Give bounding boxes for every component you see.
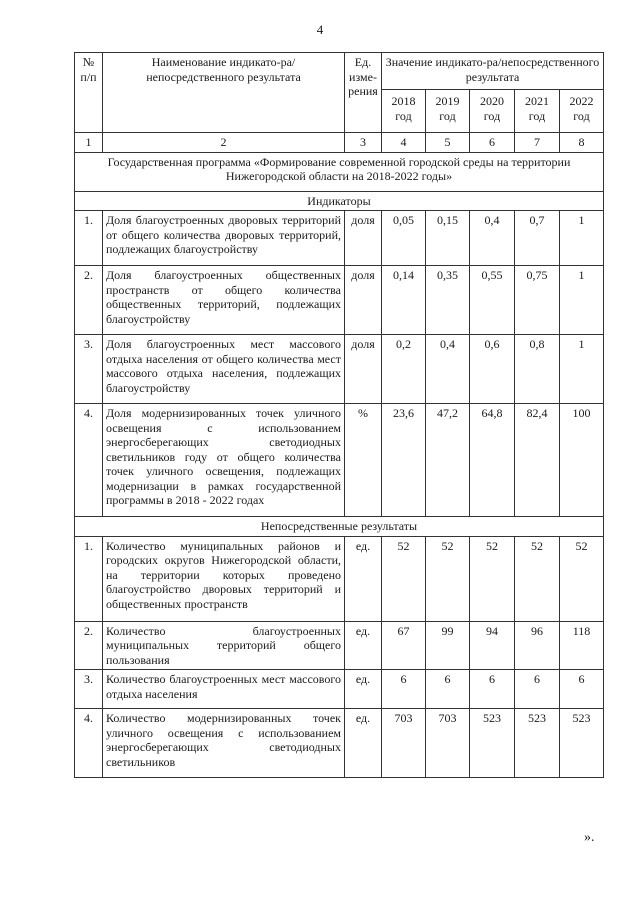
table-row	[75, 709, 604, 778]
header-year-2022: 2022 год	[560, 90, 604, 133]
row-value-2022: 523	[560, 709, 604, 778]
row-name: Количество модернизированных точек уличного освещения с использованием энергосберегающих светодиодных светильников	[103, 709, 345, 778]
column-index: 3	[345, 133, 382, 153]
row-value-2020: 0,55	[470, 266, 515, 335]
column-index: 5	[426, 133, 470, 153]
table-row	[75, 266, 604, 335]
header-num: № п/п	[75, 53, 103, 133]
page-number: 4	[316, 22, 324, 37]
header-year-2020: 2020 год	[470, 90, 515, 133]
row-value-2021: 52	[515, 536, 560, 621]
row-num: 3.	[75, 670, 103, 709]
program-title-row	[75, 152, 604, 191]
row-num: 2.	[75, 266, 103, 335]
row-value-2019: 0,35	[426, 266, 470, 335]
header-value: Значение индикато-ра/непосредственного результата	[382, 53, 604, 90]
section-title-results: Непосредственные результаты	[75, 517, 604, 537]
row-value-2018: 6	[382, 670, 426, 709]
header-year-2021: 2021 год	[515, 90, 560, 133]
row-value-2018: 0,05	[382, 211, 426, 266]
row-name: Количество муниципальных районов и городских округов Нижегородской области, на территории которых проведено благоустройство дворовых территорий и общественных пространств	[103, 536, 345, 621]
row-value-2022: 118	[560, 621, 604, 670]
row-value-2019: 47,2	[426, 404, 470, 517]
row-name: Количество благоустроенных мест массового отдыха населения	[103, 670, 345, 709]
row-value-2022: 100	[560, 404, 604, 517]
row-value-2018: 0,2	[382, 335, 426, 404]
table-row	[75, 404, 604, 517]
row-value-2020: 64,8	[470, 404, 515, 517]
column-index: 2	[103, 133, 345, 153]
section-header-row	[75, 191, 604, 211]
row-value-2022: 6	[560, 670, 604, 709]
row-value-2018: 703	[382, 709, 426, 778]
closing-quote-mark: ».	[584, 830, 595, 845]
row-value-2018: 52	[382, 536, 426, 621]
row-name: Доля благоустроенных мест массового отдыха населения от общего количества мест массового отдыха населения, подлежащих благоустройству	[103, 335, 345, 404]
row-value-2020: 0,4	[470, 211, 515, 266]
row-unit: ед.	[345, 621, 382, 670]
row-value-2021: 6	[515, 670, 560, 709]
row-name: Доля благоустроенных общественных пространств от общего количества общественных территорий, подлежащих благоустройству	[103, 266, 345, 335]
row-value-2020: 523	[470, 709, 515, 778]
row-name: Количество благоустроенных муниципальных территорий общего пользования	[103, 621, 345, 670]
row-num: 2.	[75, 621, 103, 670]
row-unit: доля	[345, 211, 382, 266]
header-name: Наименование индикато-ра/непосредственного результата	[103, 53, 345, 133]
section-title-indicators: Индикаторы	[75, 191, 604, 211]
row-value-2019: 703	[426, 709, 470, 778]
row-value-2022: 1	[560, 266, 604, 335]
row-value-2021: 0,8	[515, 335, 560, 404]
row-value-2021: 82,4	[515, 404, 560, 517]
row-unit: доля	[345, 266, 382, 335]
row-value-2020: 0,6	[470, 335, 515, 404]
row-unit: ед.	[345, 536, 382, 621]
row-value-2018: 0,14	[382, 266, 426, 335]
row-value-2018: 67	[382, 621, 426, 670]
row-value-2019: 6	[426, 670, 470, 709]
table-row	[75, 621, 604, 670]
row-value-2019: 0,15	[426, 211, 470, 266]
column-index: 8	[560, 133, 604, 153]
row-num: 1.	[75, 211, 103, 266]
table-row	[75, 536, 604, 621]
row-value-2020: 52	[470, 536, 515, 621]
row-unit: доля	[345, 335, 382, 404]
row-num: 1.	[75, 536, 103, 621]
row-value-2022: 52	[560, 536, 604, 621]
column-index: 6	[470, 133, 515, 153]
row-unit: ед.	[345, 709, 382, 778]
table-row	[75, 211, 604, 266]
column-index: 4	[382, 133, 426, 153]
row-value-2022: 1	[560, 335, 604, 404]
row-value-2021: 0,75	[515, 266, 560, 335]
header-year-2019: 2019 год	[426, 90, 470, 133]
column-index-row	[75, 133, 604, 153]
header-row	[75, 53, 604, 90]
row-num: 4.	[75, 709, 103, 778]
row-value-2021: 523	[515, 709, 560, 778]
row-unit: %	[345, 404, 382, 517]
header-unit: Ед. изме-рения	[345, 53, 382, 133]
row-name: Доля модернизированных точек уличного освещения с использованием энергосберегающих светодиодных светильников году от общего количества точек уличного освещения, подлежащих модернизации в рамках государственной программы в 2018 - 2022 годах	[103, 404, 345, 517]
row-num: 4.	[75, 404, 103, 517]
row-value-2019: 52	[426, 536, 470, 621]
table-row	[75, 335, 604, 404]
row-value-2022: 1	[560, 211, 604, 266]
section-header-row	[75, 517, 604, 537]
program-title: Государственная программа «Формирование современной городской среды на территории Нижегородской области на 2018-2022 годы»	[75, 152, 604, 191]
row-value-2020: 94	[470, 621, 515, 670]
row-value-2021: 0,7	[515, 211, 560, 266]
row-value-2019: 99	[426, 621, 470, 670]
row-value-2021: 96	[515, 621, 560, 670]
row-value-2019: 0,4	[426, 335, 470, 404]
row-value-2020: 6	[470, 670, 515, 709]
row-num: 3.	[75, 335, 103, 404]
row-unit: ед.	[345, 670, 382, 709]
row-value-2018: 23,6	[382, 404, 426, 517]
table-row	[75, 670, 604, 709]
column-index: 7	[515, 133, 560, 153]
row-name: Доля благоустроенных дворовых территорий от общего количества дворовых территорий, подлежащих благоустройству	[103, 211, 345, 266]
header-year-2018: 2018 год	[382, 90, 426, 133]
column-index: 1	[75, 133, 103, 153]
indicators-table	[74, 52, 604, 778]
